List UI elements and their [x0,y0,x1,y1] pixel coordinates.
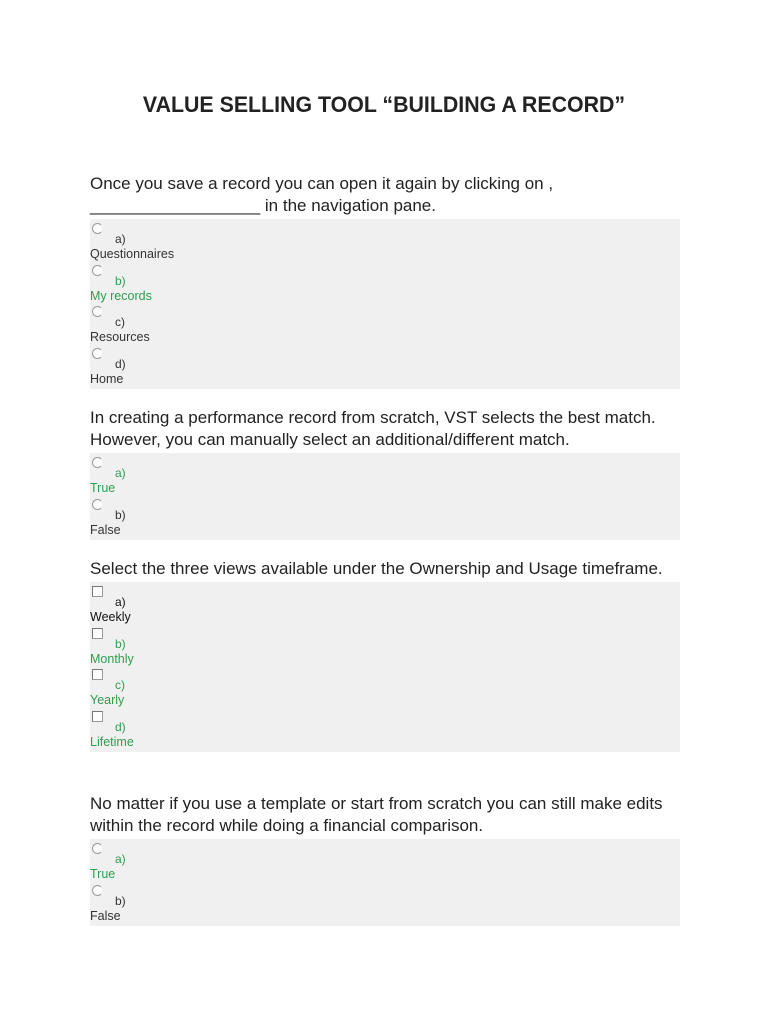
question-text: Select the three views available under the Ownership and Usage timeframe. [90,559,663,578]
option-d[interactable] [90,710,680,752]
option-letter: d) [115,356,126,371]
question-text: In creating a performance record from scratch, VST selects the best match. However, you can manually select an additional/different match. [90,408,656,449]
option-letter: b) [115,636,126,651]
option-label: Resources [90,330,150,344]
option-letter: c) [115,315,125,329]
checkbox[interactable] [92,669,103,680]
option-d[interactable] [90,347,680,389]
option-letter: b) [115,273,126,288]
checkbox[interactable] [92,586,103,597]
radio-button[interactable] [92,348,103,359]
option-b[interactable] [90,884,680,926]
option-label: False [90,522,121,537]
option-a[interactable] [90,456,680,498]
checkbox[interactable] [92,628,103,639]
question-2 [90,407,680,540]
option-letter: a) [115,466,126,480]
option-label: False [90,908,121,923]
option-letter: c) [115,678,125,692]
question-1 [90,173,680,389]
options-panel [90,219,680,389]
radio-button[interactable] [92,265,103,276]
option-label: Monthly [90,651,134,666]
radio-button[interactable] [92,457,103,468]
option-letter: d) [115,719,126,734]
radio-button[interactable] [92,499,103,510]
question-text: No matter if you use a template or start from scratch you can still make edits within the record while doing a financial comparison. [90,794,663,835]
option-a[interactable] [90,222,680,264]
option-label: True [90,481,116,495]
option-b[interactable] [90,264,680,306]
options-panel [90,453,680,540]
option-label: Home [90,371,124,386]
radio-button[interactable] [92,306,103,317]
page-title: VALUE SELLING TOOL “BUILDING A RECORD” [142,92,626,117]
radio-button[interactable] [92,223,103,234]
option-b[interactable] [90,498,680,540]
options-panel [90,839,680,926]
option-label: True [90,867,116,881]
option-label: My records [90,288,152,303]
option-label: Questionnaires [90,247,175,261]
option-letter: b) [115,507,126,522]
checkbox[interactable] [92,711,103,722]
option-label: Lifetime [90,734,134,749]
option-a[interactable] [90,585,680,627]
option-letter: a) [115,232,126,246]
option-letter: a) [115,595,126,609]
options-panel [90,582,680,752]
option-label: Yearly [90,693,125,707]
option-c[interactable] [90,668,680,710]
option-label: Weekly [90,610,131,624]
option-letter: b) [115,893,126,908]
option-a[interactable] [90,842,680,884]
option-c[interactable] [90,305,680,347]
question-3 [90,558,680,752]
question-text: Once you save a record you can open it again by clicking on , __________________ in the navigation pane. [90,174,554,215]
option-letter: a) [115,852,126,866]
radio-button[interactable] [92,843,103,854]
radio-button[interactable] [92,885,103,896]
question-4 [90,793,680,926]
option-b[interactable] [90,627,680,669]
